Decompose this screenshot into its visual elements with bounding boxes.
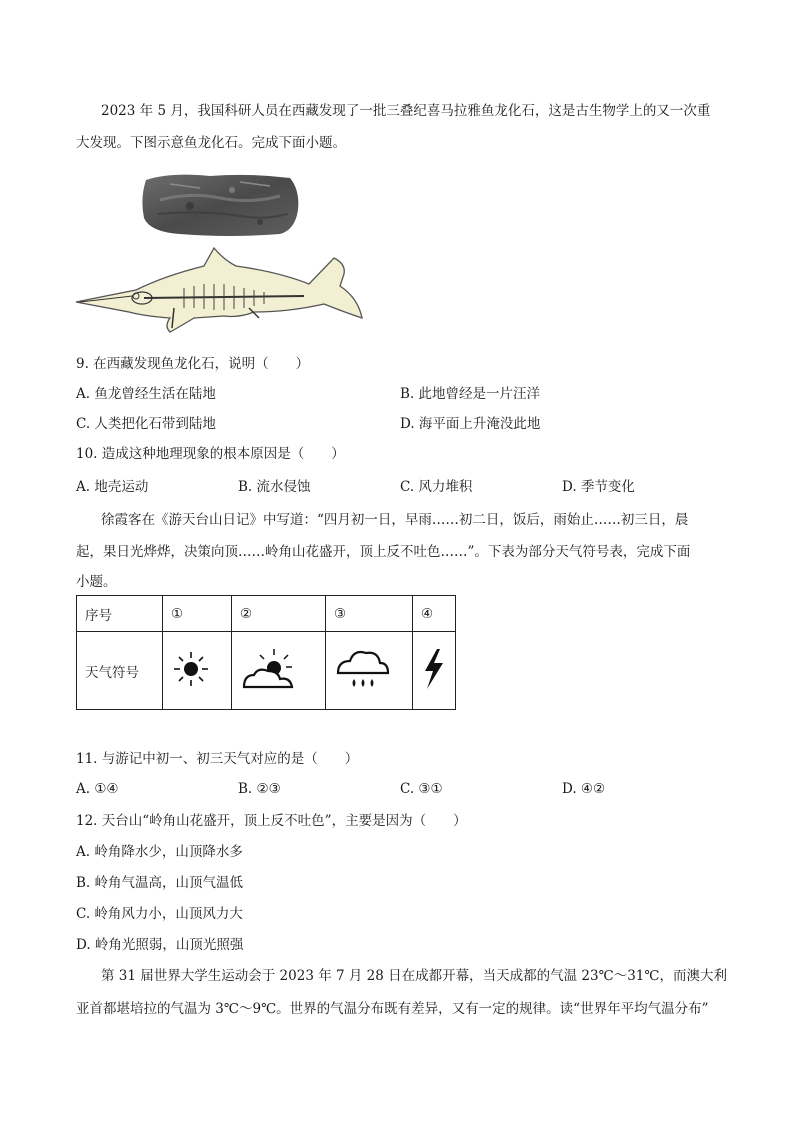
q12-option-d[interactable]: D. 岭角光照弱，山顶光照强 xyxy=(76,937,244,953)
partly-cloudy-icon xyxy=(240,647,300,691)
lightning-icon xyxy=(421,647,445,691)
table-number-4: ④ xyxy=(413,596,456,632)
intro2-line2: 起，果日光烨烨，决策向顶……岭角山花盛开，顶上反不吐色……”。下表为部分天气符号表，完成下面 xyxy=(76,544,691,560)
weather-symbol-table xyxy=(76,595,456,710)
q10-option-c[interactable]: C. 风力堆积 xyxy=(400,479,473,495)
q9-option-a[interactable]: A. 鱼龙曾经生活在陆地 xyxy=(76,386,216,402)
intro3-line2: 亚首都堪培拉的气温为 3℃～9℃。世界的气温分布既有差异，又有一定的规律。读“世界年平均气温分布” xyxy=(76,1001,709,1017)
q9-option-b[interactable]: B. 此地曾经是一片汪洋 xyxy=(400,386,541,402)
q12-option-b[interactable]: B. 岭角气温高，山顶气温低 xyxy=(76,875,244,891)
rain-cloud-icon xyxy=(334,645,390,693)
q10-option-d[interactable]: D. 季节变化 xyxy=(562,479,635,495)
table-number-2: ② xyxy=(232,596,326,632)
intro2-line3: 小题。 xyxy=(76,574,117,590)
table-symbol-1 xyxy=(163,632,232,710)
intro1-line1: 2023 年 5 月，我国科研人员在西藏发现了一批三叠纪喜马拉雅鱼龙化石，这是古生物学上的又一次重 xyxy=(101,103,711,119)
q12-option-c[interactable]: C. 岭角风力小，山顶风力大 xyxy=(76,906,243,922)
intro1-line2: 大发现。下图示意鱼龙化石。完成下面小题。 xyxy=(76,135,346,151)
q11-option-a[interactable]: A. ①④ xyxy=(76,781,119,797)
table-header-number: 序号 xyxy=(77,596,163,632)
q11-option-c[interactable]: C. ③① xyxy=(400,781,443,797)
q12-option-a[interactable]: A. 岭角降水少，山顶降水多 xyxy=(76,844,243,860)
q11-option-d[interactable]: D. ④② xyxy=(562,781,606,797)
q10-stem: 10. 造成这种地理现象的根本原因是（ ） xyxy=(76,446,345,462)
q10-option-a[interactable]: A. 地壳运动 xyxy=(76,479,149,495)
table-symbol-2 xyxy=(232,632,326,710)
table-symbol-4 xyxy=(413,632,456,710)
q11-stem: 11. 与游记中初一、初三天气对应的是（ ） xyxy=(76,751,359,767)
fossil-rock-photo xyxy=(140,170,302,238)
intro3-line1: 第 31 届世界大学生运动会于 2023 年 7 月 28 日在成都开幕，当天成都的气温 23℃～31℃，而澳大利 xyxy=(101,968,727,984)
q12-stem: 12. 天台山“岭角山花盛开，顶上反不吐色”，主要是因为（ ） xyxy=(76,813,467,829)
q9-option-c[interactable]: C. 人类把化石带到陆地 xyxy=(76,416,216,432)
q11-option-b[interactable]: B. ②③ xyxy=(238,781,281,797)
q10-option-b[interactable]: B. 流水侵蚀 xyxy=(238,479,311,495)
table-number-3: ③ xyxy=(326,596,413,632)
ichthyosaur-skeleton-diagram xyxy=(74,246,366,338)
intro2-line1: 徐霞客在《游天台山日记》中写道：“四月初一日，早雨……初二日，饭后，雨始止……初三日，晨 xyxy=(101,512,689,528)
sunny-icon xyxy=(171,649,211,689)
q9-stem: 9. 在西藏发现鱼龙化石，说明（ ） xyxy=(76,356,310,372)
q9-option-d[interactable]: D. 海平面上升淹没此地 xyxy=(400,416,541,432)
table-header-symbol: 天气符号 xyxy=(77,632,163,710)
table-number-1: ① xyxy=(163,596,232,632)
table-symbol-3 xyxy=(326,632,413,710)
